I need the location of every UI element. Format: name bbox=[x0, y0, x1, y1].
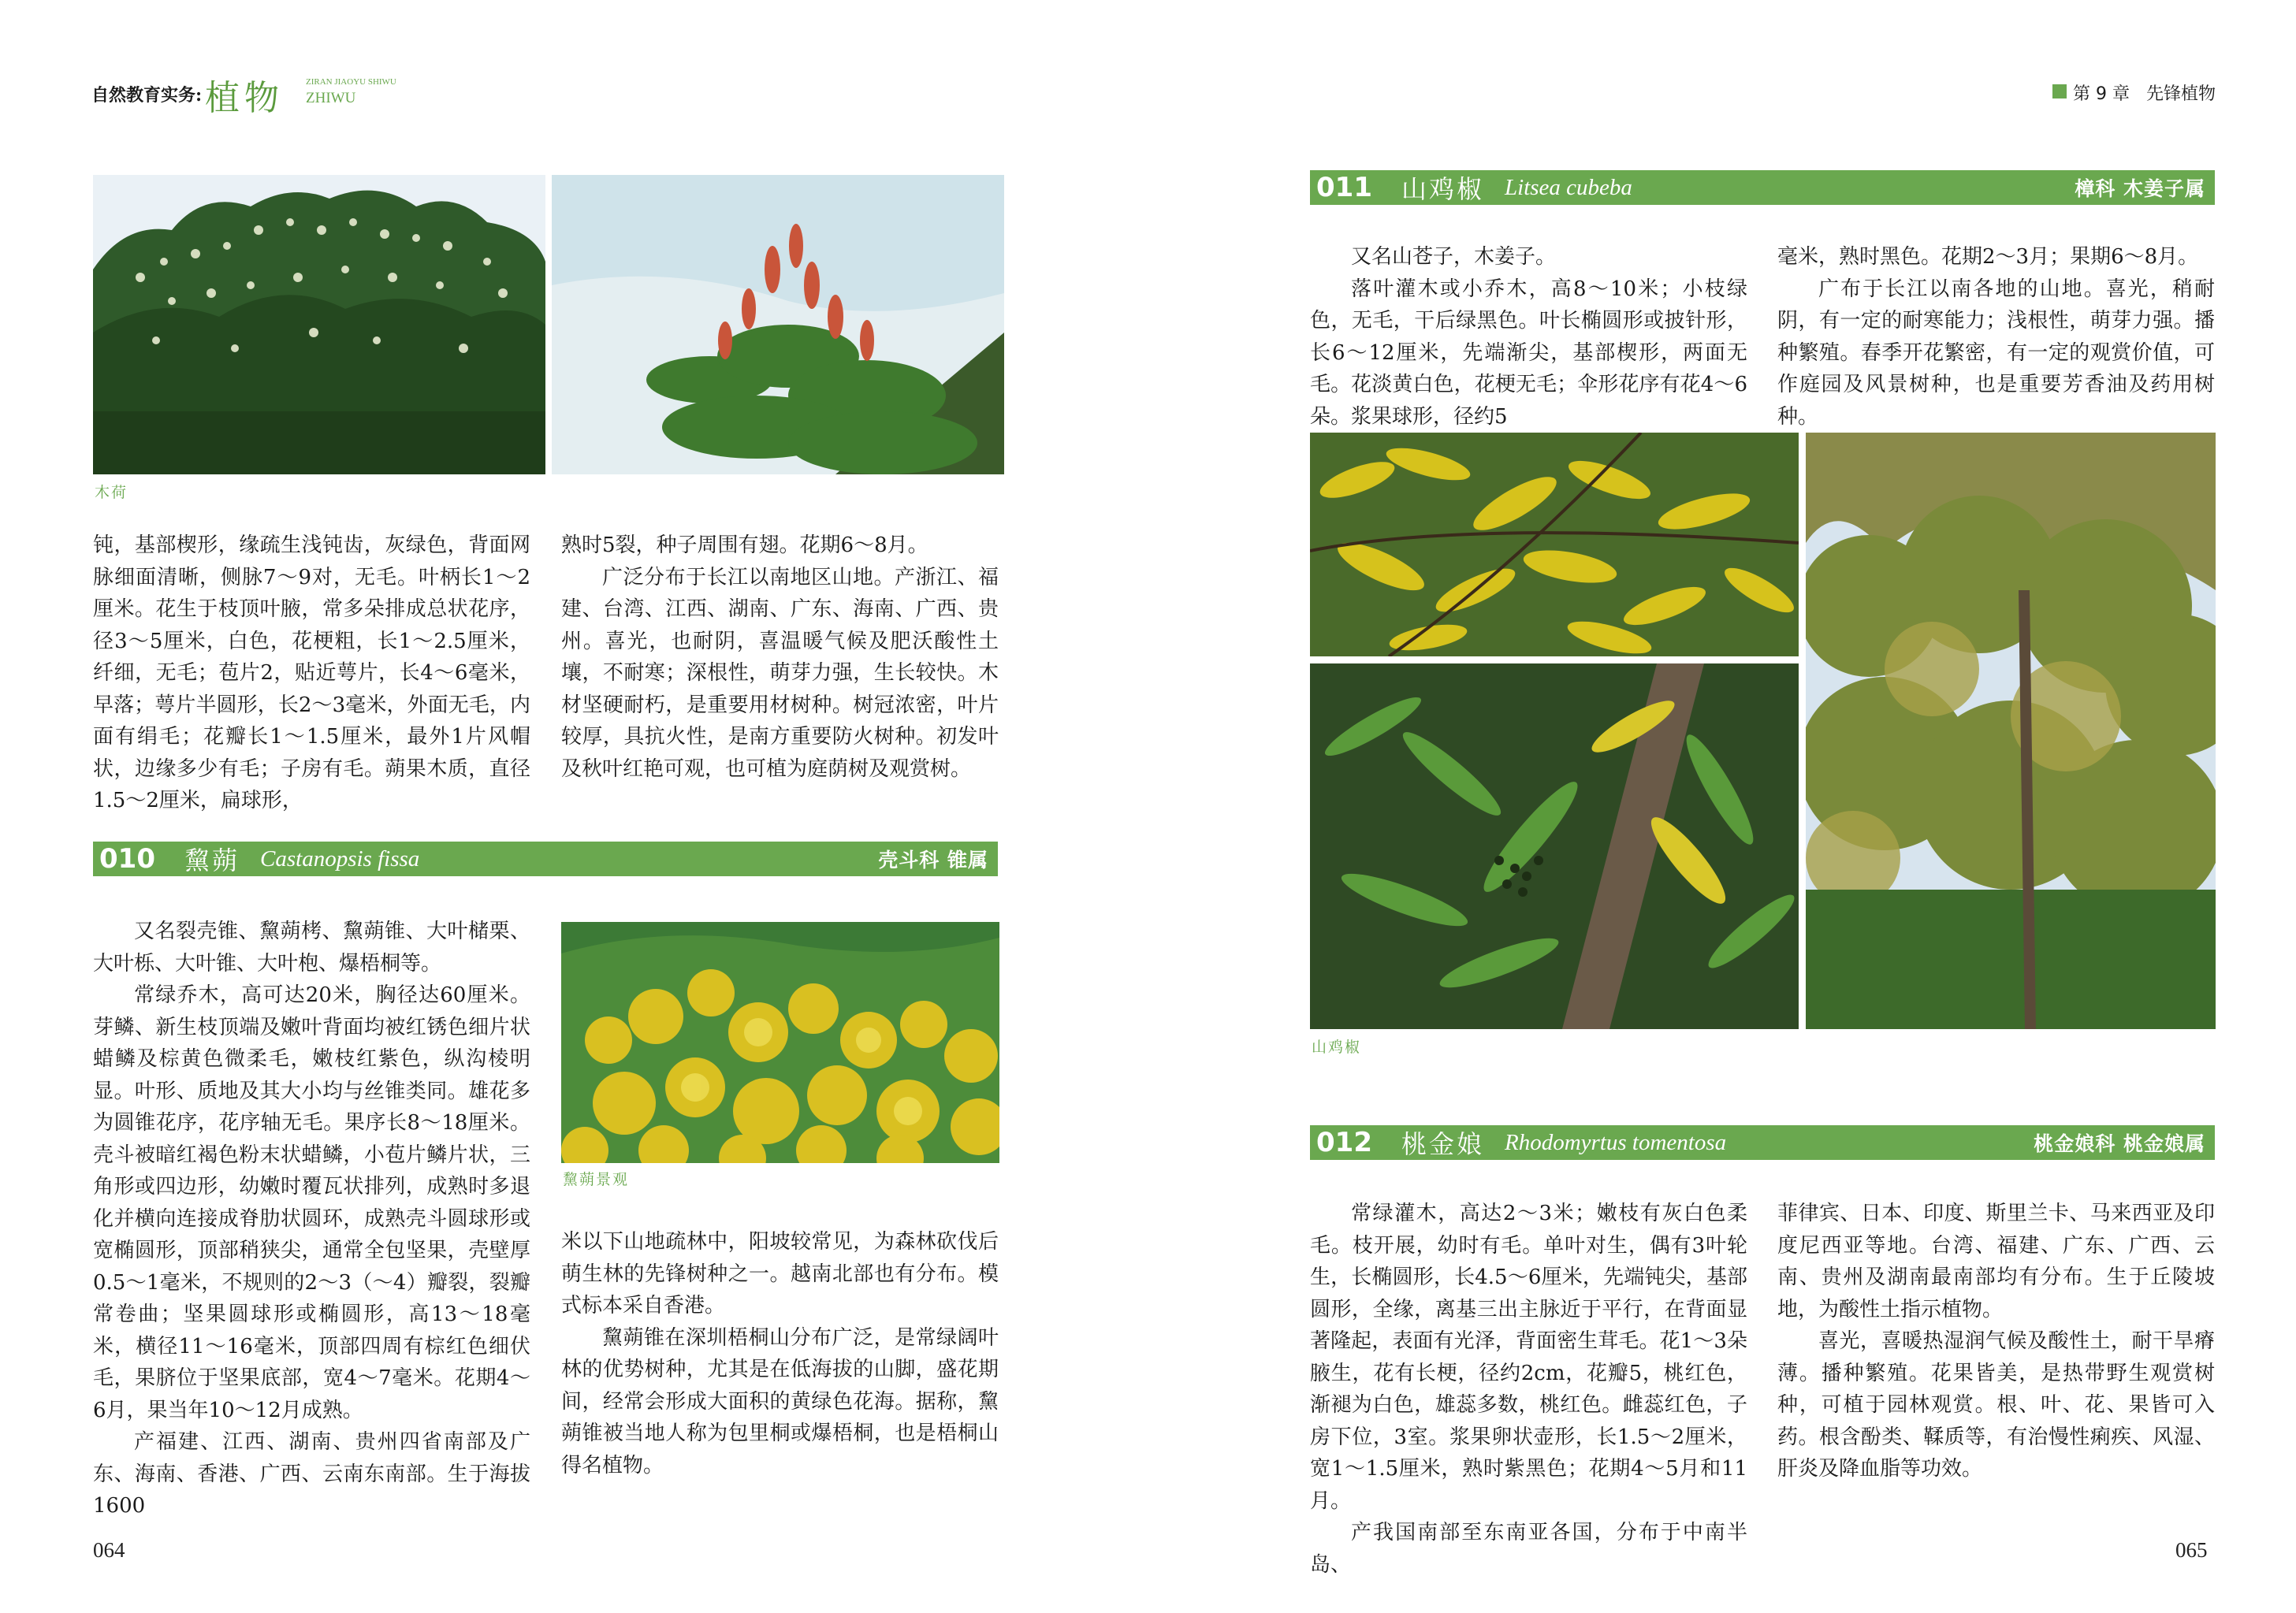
chapter-title: 第 9 章 先锋植物 bbox=[2073, 84, 2216, 104]
species-latin-name: Litsea cubeba bbox=[1505, 174, 1632, 200]
castanopsis-text-col1 bbox=[93, 916, 530, 1522]
castanopsis-text-col2 bbox=[561, 1226, 999, 1481]
species-number: 011 bbox=[1316, 172, 1372, 203]
castanopsis-paragraph: 常绿乔木，高可达20米，胸径达60厘米。芽鳞、新生枝顶端及嫩叶背面均被红锈色细片状蜡鳞及棕黄色微柔毛，嫩枝红紫色，纵沟棱明显。叶形、质地及其大小均与丝锥类同。雄花多为圆锥花序，花序轴无毛。果序长8～18厘米。壳斗被暗红褐色粉末状蜡鳞，小苞片鳞片状，三角形或四边形，幼嫩时覆瓦状排列，成熟时多退化并横向连接成脊肋状圆环，成熟壳斗圆球形或宽椭圆形，顶部稍狭尖，通常全包坚果，壳壁厚0.5～1毫米，不规则的2～3（～4）瓣裂，裂瓣常卷曲；坚果圆球形或椭圆形，高13～18毫米，横径11～16毫米，顶部四周有棕红色细伏毛，果脐位于坚果底部，宽4～7毫米。花期4～6月，果当年10～12月成熟。 bbox=[93, 983, 530, 1422]
book-title: 植物 bbox=[205, 78, 284, 118]
species-family: 壳斗科 锥属 bbox=[878, 849, 988, 872]
species-header-011 bbox=[1310, 170, 2215, 205]
species-chinese-name: 山鸡椒 bbox=[1401, 174, 1485, 204]
species-latin-name: Castanopsis fissa bbox=[260, 846, 420, 872]
castanopsis-paragraph: 又名裂壳锥、黧蒴栲、黧蒴锥、大叶槠栗、大叶栎、大叶锥、大叶枹、爆梧桐等。 bbox=[93, 920, 530, 976]
page-number-right: 065 bbox=[2175, 1538, 2208, 1562]
species-latin-name: Rhodomyrtus tomentosa bbox=[1505, 1129, 1727, 1155]
page-number-left: 064 bbox=[93, 1538, 125, 1562]
castanopsis-paragraph: 米以下山地疏林中，阳坡较常见，为森林砍伐后萌生林的先锋树种之一。越南北部也有分布。模式标本采自香港。 bbox=[561, 1230, 999, 1318]
schima-paragraph: 熟时5裂，种子周围有翅。花期6～8月。 bbox=[561, 533, 928, 557]
litsea-text-col2 bbox=[1777, 241, 2215, 433]
book-pinyin-small: ZIRAN JIAOYU SHIWU bbox=[306, 77, 396, 87]
rhodomyrtus-text-col1 bbox=[1310, 1198, 1747, 1581]
species-family: 樟科 木姜子属 bbox=[2075, 177, 2205, 200]
species-header-010 bbox=[93, 842, 998, 876]
species-number: 010 bbox=[99, 843, 155, 875]
series-title: 自然教育实务: bbox=[91, 85, 203, 106]
rhodomyrtus-paragraph: 菲律宾、日本、印度、斯里兰卡、马来西亚及印度尼西亚等地。台湾、福建、广东、广西、云南、贵州及湖南最南部均有分布。生于丘陵坡地，为酸性土指示植物。 bbox=[1777, 1202, 2215, 1321]
litsea-paragraph: 广布于长江以南各地的山地。喜光，稍耐阴，有一定的耐寒能力；浅根性，萌芽力强。播种繁殖。春季开花繁密，有一定的观赏价值，可作庭园及风景树种，也是重要芳香油及药用树种。 bbox=[1777, 277, 2215, 429]
species-number: 012 bbox=[1316, 1127, 1372, 1158]
litsea-yellow-leaves-photo bbox=[1310, 433, 1799, 656]
schima-paragraph: 广泛分布于长江以南地区山地。产浙江、福建、台湾、江西、湖南、广东、海南、广西、贵州。喜光，也耐阴，喜温暖气候及肥沃酸性土壤，不耐寒；深根性，萌芽力强，生长较快。木材坚硬耐朽，是重要用材树种。树冠浓密，叶片较厚，具抗火性，是南方重要防火树种。初发叶及秋叶红艳可观，也可植为庭荫树及观赏树。 bbox=[561, 565, 999, 781]
schima-tree-photo bbox=[93, 175, 545, 474]
photo-caption-litsea: 山鸡椒 bbox=[1312, 1039, 1362, 1056]
castanopsis-landscape-photo bbox=[561, 922, 999, 1163]
book-pinyin: ZHIWU bbox=[306, 90, 356, 106]
litsea-paragraph: 毫米，熟时黑色。花期2～3月；果期6～8月。 bbox=[1777, 245, 2199, 269]
schima-text-col2 bbox=[561, 530, 999, 785]
photo-caption-schima: 木荷 bbox=[95, 484, 128, 501]
rhodomyrtus-paragraph: 产我国南部至东南亚各国，分布于中南半岛、 bbox=[1310, 1521, 1747, 1577]
species-chinese-name: 黧蒴 bbox=[184, 846, 240, 875]
schima-leaves-photo bbox=[552, 175, 1004, 474]
chapter-marker-icon bbox=[2052, 84, 2067, 98]
litsea-text-col1 bbox=[1310, 241, 1747, 433]
castanopsis-paragraph: 产福建、江西、湖南、贵州四省南部及广东、海南、香港、广西、云南东南部。生于海拔1600 bbox=[93, 1430, 530, 1518]
litsea-paragraph: 又名山苍子，木姜子。 bbox=[1351, 245, 1557, 269]
species-family: 桃金娘科 桃金娘属 bbox=[2034, 1132, 2205, 1155]
castanopsis-paragraph: 黧蒴锥在深圳梧桐山分布广泛，是常绿阔叶林的优势树种，尤其是在低海拔的山脚，盛花期间，经常会形成大面积的黄绿色花海。据称，黧蒴锥被当地人称为包里桐或爆梧桐，也是梧桐山得名植物。 bbox=[561, 1325, 999, 1477]
rhodomyrtus-paragraph: 喜光，喜暖热湿润气候及酸性土，耐干旱瘠薄。播种繁殖。花果皆美，是热带野生观赏树种，可植于园林观赏。根、叶、花、果皆可入药。根含酚类、鞣质等，有治慢性痢疾、风湿、肝炎及降血脂等功效。 bbox=[1777, 1329, 2215, 1481]
schima-text-col1 bbox=[93, 530, 530, 817]
species-chinese-name: 桃金娘 bbox=[1401, 1129, 1485, 1159]
photo-caption-castanopsis: 黧蒴景观 bbox=[563, 1171, 630, 1188]
litsea-branch-fruit-photo bbox=[1310, 663, 1799, 1029]
litsea-paragraph: 落叶灌木或小乔木，高8～10米；小枝绿色，无毛，干后绿黑色。叶长椭圆形或披针形，长6～12厘米，先端渐尖，基部楔形，两面无毛。花淡黄白色，花梗无毛；伞形花序有花4～6朵。浆果球形，径约5 bbox=[1310, 277, 1747, 429]
rhodomyrtus-paragraph: 常绿灌木，高达2～3米；嫩枝有灰白色柔毛。枝开展，幼时有毛。单叶对生，偶有3叶轮生，长椭圆形，长4.5～6厘米，先端钝尖，基部圆形，全缘，离基三出主脉近于平行，在背面显著隆起，表面有光泽，背面密生茸毛。花1～3朵腋生，花有长梗，径约2cm，花瓣5，桃红色，渐褪为白色，雄蕊多数，桃红色。雌蕊红色，子房下位，3室。浆果卵状壶形，长1.5～2厘米，宽1～1.5厘米，熟时紫黑色；花期4～5月和11月。 bbox=[1310, 1202, 1747, 1513]
schima-paragraph: 钝，基部楔形，缘疏生浅钝齿，灰绿色，背面网脉细面清晰，侧脉7～9对，无毛。叶柄长1～2厘米。花生于枝顶叶腋，常多朵排成总状花序，径3～5厘米，白色，花梗粗，长1～2.5厘米，纤细，无毛；苞片2，贴近萼片，长4～6毫米，早落；萼片半圆形，长2～3毫米，外面无毛，内面有绢毛；花瓣长1～1.5厘米，最外1片风帽状，边缘多少有毛；子房有毛。蒴果木质，直径1.5～2厘米，扁球形， bbox=[93, 533, 530, 812]
litsea-tree-photo bbox=[1806, 433, 2216, 1029]
rhodomyrtus-text-col2 bbox=[1777, 1198, 2215, 1485]
species-header-012 bbox=[1310, 1125, 2215, 1160]
